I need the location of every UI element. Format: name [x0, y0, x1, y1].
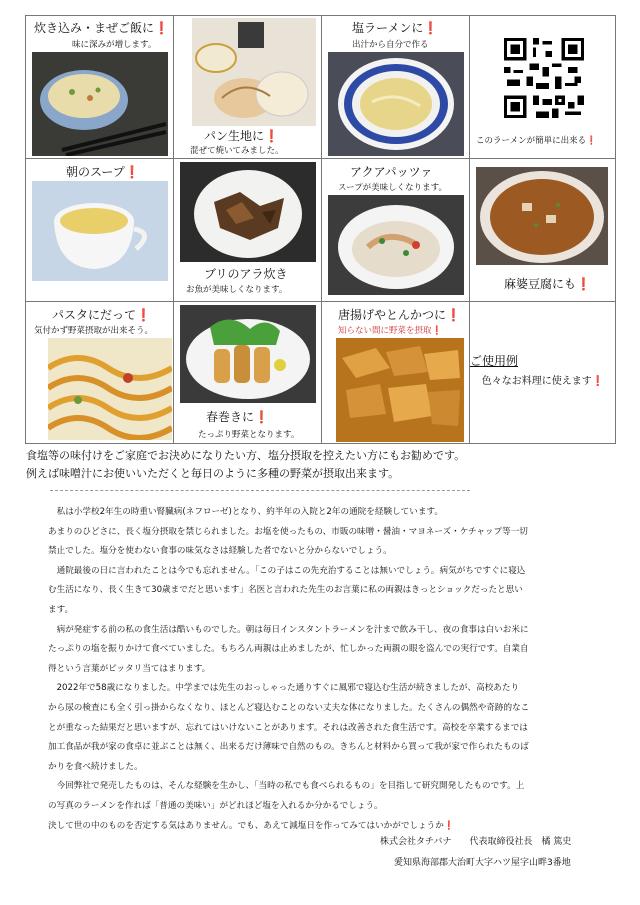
story-line: ます。 [48, 605, 74, 615]
cell-title: 炊き込み・まぜご飯に❗ [34, 21, 169, 35]
story-line: 通院最後の日に言われたことは今でも忘れません。「この子はこの先充治することは無いでしょう。病気がちですぐに寝込 [48, 565, 526, 576]
intro-line-1: 食塩等の味付けをご家庭でお決めになりたい方、塩分摂取を控えたい方にもお勧めです。 [26, 449, 466, 462]
story-line: かりを食べ続けました。 [48, 761, 143, 772]
cell-shio [322, 16, 470, 159]
cell-acqua [322, 159, 470, 302]
story-line: 加工食品が我が家の食卓に並ぶことは無く、出来るだけ薄味で自然のもの。きちんと材料から買って我が家で作られたものば [48, 742, 529, 753]
buri-ara-photo [180, 162, 316, 262]
cell-caption: たっぷり野菜となります。 [198, 430, 300, 440]
cell-title: 唐揚げやとんかつに❗ [338, 308, 461, 322]
cell-title: 朝のスープ❗ [66, 165, 140, 179]
story-line: 2022年で58歳になりました。中学までは先生のおっしゃった通りすぐに風邪で寝込む生活が続きましたが、高校あたり [48, 683, 520, 694]
cell-title: アクアパッツァ [350, 165, 433, 179]
cell-karaage [322, 302, 470, 444]
morning-soup-photo [32, 181, 168, 281]
usage-title: ご使用例 [470, 354, 519, 368]
story-line: とが重なった結果だと思いますが、忘れてはいけないことがあります。それは改善された食生活です。高校を卒業するまでは [48, 722, 528, 733]
karaage-photo [336, 338, 464, 442]
qr-code[interactable] [504, 38, 584, 118]
cell-caption: 味に深みが増します。 [72, 40, 157, 50]
company-address: 愛知県海部郡大治町大字ハツ屋字山畔3番地 [394, 858, 571, 868]
cell-caption: 知らない間に野菜を摂取❗ [338, 326, 443, 336]
story-line: 禁止でした。塩分を使わない食事の味気なさは経験した者でないと分からないでしょう。 [48, 546, 392, 557]
cell-harumaki [174, 302, 322, 444]
cell-caption: 混ぜて焼いてみました。 [190, 146, 284, 156]
divider [50, 490, 470, 491]
story-line: 得という言葉がピッタリ当てはまります。 [48, 663, 211, 674]
cell-title: 塩ラーメンに❗ [352, 21, 439, 35]
mixed-rice-photo [32, 52, 168, 156]
cell-mabo [470, 159, 616, 302]
story-line: 決して世の中のものを否定する気はありません。でも、あえて減塩日を作ってみてはいかがでしょうか❗ [48, 820, 455, 831]
cell-title: パスタにだって❗ [52, 308, 151, 322]
story-line: む生活になり、長く生きて30歳までだと思います」名医と言われた先生のお言葉に私の両親はきっとショックだったと思い [48, 585, 523, 596]
cell-qr [470, 16, 616, 159]
cell-title: 春巻きに❗ [206, 410, 269, 424]
harumaki-photo [180, 305, 316, 403]
story-line: たっぷりの塩を振りかけて食べていました。もちろん両親は止めましたが、忙しかった両親の眼を盗んでの実行です。自業自 [48, 644, 529, 655]
cell-takikomi [26, 16, 174, 159]
bread-photo [192, 18, 316, 126]
story-line: あまりのひどさに、長く塩分摂取を禁じられました。お塩を使ったもの、市販の味噌・醤油・マヨネーズ・ケチャップ等一切 [48, 526, 528, 537]
usage-caption: 色々なお料理に使えます❗ [481, 376, 605, 387]
story-line: から尿の検査にも全く引っ掛からなくなり、ほとんど寝込むことのない丈夫な体になりました。たくさんの偶然や奇跡的なこ [48, 703, 530, 713]
story-line: の写真のラーメンを作れば「普通の美味い」がどれほど塩を入れるか分かるでしょう。 [48, 801, 383, 811]
company-signature: 株式会社タチバナ 代表取締役社長 橘 篤史 [380, 837, 572, 847]
cell-caption: お魚が美味しくなります。 [186, 285, 288, 295]
cell-pasta [26, 302, 174, 444]
cell-caption: スープが美味しくなります。 [338, 183, 447, 193]
shio-ramen-photo [328, 52, 464, 156]
cell-buri [174, 159, 322, 302]
cell-asa [26, 159, 174, 302]
cell-caption: 出汁から自分で作る [352, 40, 429, 50]
cell-caption: 気付かず野菜摂取が出来そう。 [34, 326, 154, 336]
mapo-tofu-photo [476, 167, 608, 265]
story-line: 病が発症する前の私の食生活は酷いものでした。朝は毎日インスタントラーメンを汁まで飲み干し、夜の食事は白いお米に [48, 624, 529, 635]
qr-caption: このラーメンが簡単に出来る❗ [476, 136, 597, 146]
cell-title: 麻婆豆腐にも❗ [504, 277, 591, 291]
cell-title: ブリのアラ炊き [204, 267, 288, 281]
pasta-photo [48, 338, 172, 440]
recipe-grid [25, 15, 616, 444]
story-line: 私は小学校2年生の時重い腎臓病(ネフローゼ)となり、約半年の入院と2年の通院を経験しています。 [48, 507, 443, 517]
cell-title: パン生地に❗ [204, 129, 279, 143]
cell-usage [470, 302, 616, 444]
cell-pan [174, 16, 322, 159]
acqua-pazza-photo [328, 195, 464, 295]
story-line: 今回弊社で発売したものは、そんな経験を生かし、「当時の私でも食べられるもの」を目指して研究開発したものです。上 [48, 781, 525, 792]
intro-line-2: 例えば味噌汁にお使いいただくと毎日のように多種の野菜が摂取出来ます。 [26, 467, 400, 480]
